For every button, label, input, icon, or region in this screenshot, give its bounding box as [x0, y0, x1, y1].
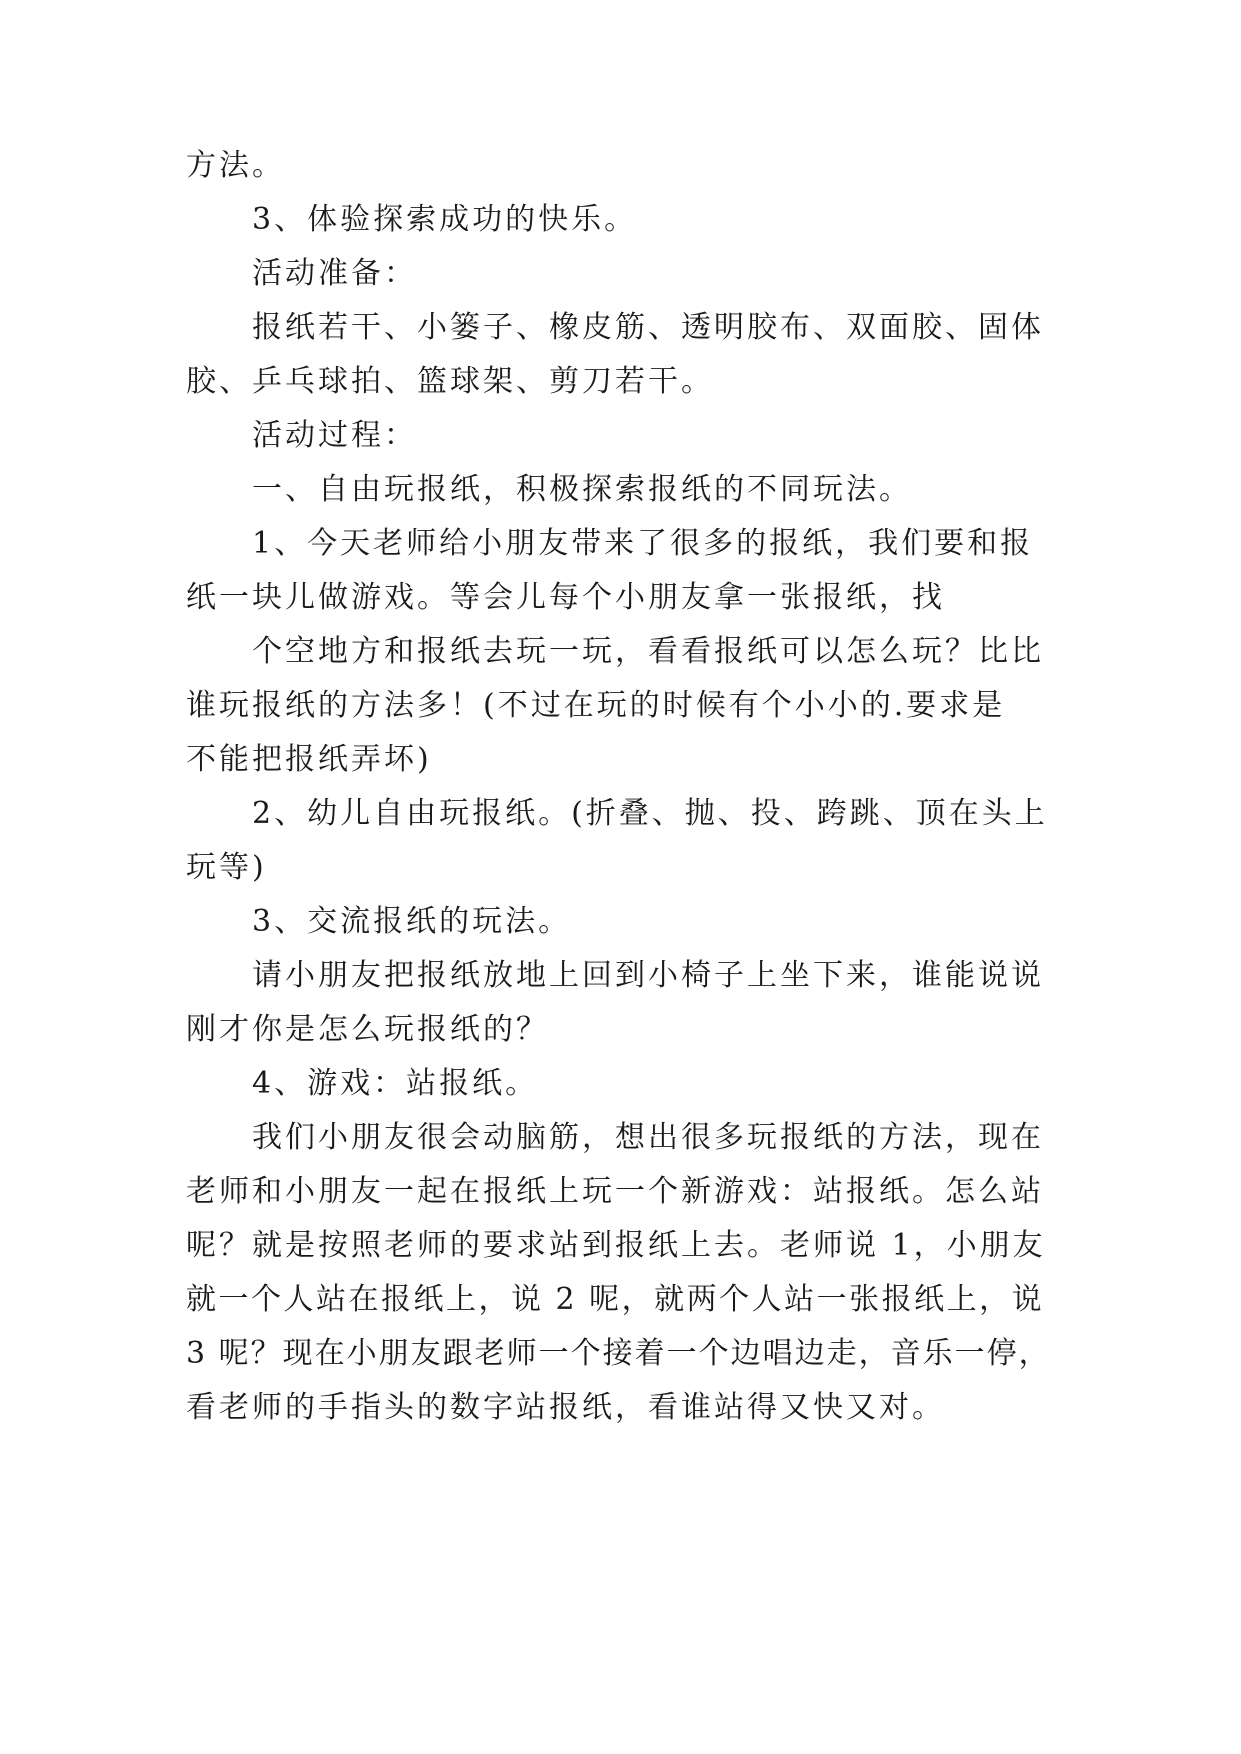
text-line: 不能把报纸弄坏)	[186, 742, 432, 777]
text-line: 3、体验探索成功的快乐。	[252, 202, 638, 237]
text-line: 方法。	[186, 148, 285, 183]
text-line: 报纸若干、小篓子、橡皮筋、透明胶布、双面胶、固体	[252, 310, 1044, 345]
section-heading: 活动准备：	[252, 256, 417, 291]
text-line: 4、游戏：站报纸。	[252, 1066, 539, 1101]
text-line: 胶、乒乓球拍、篮球架、剪刀若干。	[186, 364, 714, 399]
text-line: 1、今天老师给小朋友带来了很多的报纸，我们要和报	[252, 526, 1034, 561]
text-line: 谁玩报纸的方法多！(不过在玩的时候有个小小的.要求是	[186, 688, 1006, 723]
text-line: 个空地方和报纸去玩一玩，看看报纸可以怎么玩？比比	[252, 634, 1044, 669]
text-line: 纸一块儿做游戏。等会儿每个小朋友拿一张报纸，找	[186, 580, 945, 615]
text-line: 一、自由玩报纸，积极探索报纸的不同玩法。	[252, 472, 912, 507]
text-line: 就一个人站在报纸上，说 2 呢，就两个人站一张报纸上，说	[186, 1282, 1045, 1317]
text-line: 我们小朋友很会动脑筋，想出很多玩报纸的方法，现在	[252, 1120, 1044, 1155]
text-line: 刚才你是怎么玩报纸的？	[186, 1012, 549, 1047]
text-line: 3、交流报纸的玩法。	[252, 904, 572, 939]
section-heading: 活动过程：	[252, 418, 417, 453]
text-line: 呢？就是按照老师的要求站到报纸上去。老师说 1，小朋友	[186, 1228, 1046, 1263]
text-line: 老师和小朋友一起在报纸上玩一个新游戏：站报纸。怎么站	[186, 1174, 1044, 1209]
text-line: 2、幼儿自由玩报纸。(折叠、抛、投、跨跳、顶在头上	[252, 796, 1048, 831]
text-line: 3 呢？现在小朋友跟老师一个接着一个边唱边走，音乐一停，	[186, 1336, 1051, 1371]
text-line: 玩等)	[186, 850, 267, 885]
text-line: 看老师的手指头的数字站报纸，看谁站得又快又对。	[186, 1390, 945, 1425]
text-line: 请小朋友把报纸放地上回到小椅子上坐下来，谁能说说	[252, 958, 1044, 993]
